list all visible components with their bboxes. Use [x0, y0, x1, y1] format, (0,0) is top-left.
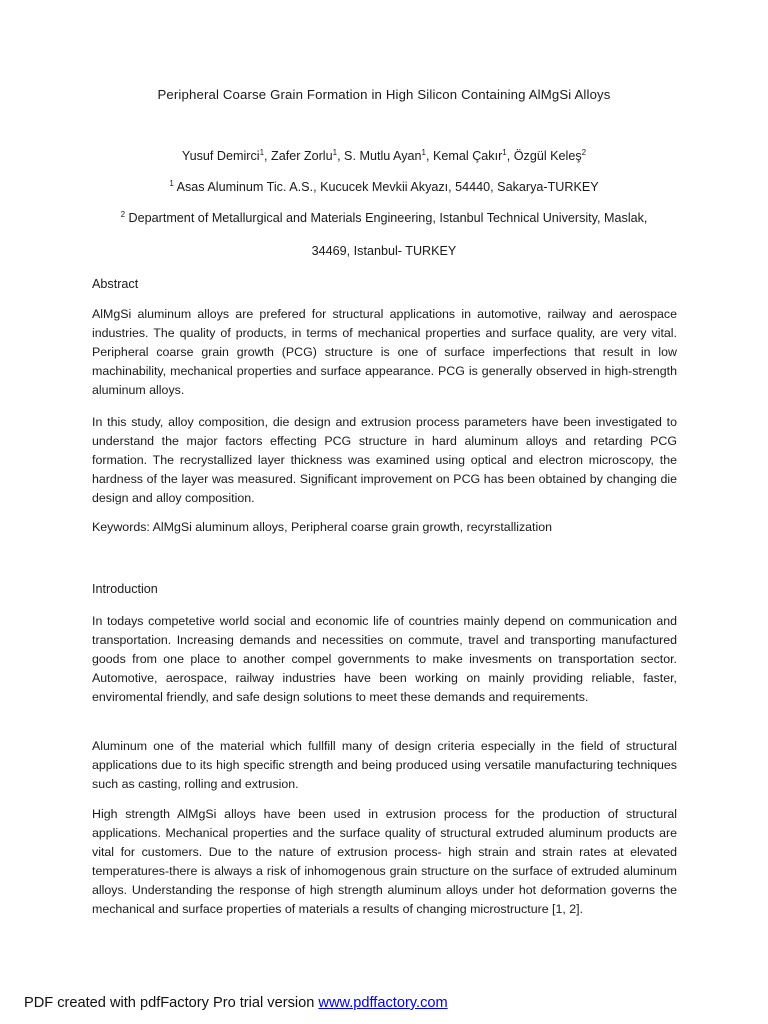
introduction-paragraph-2: Aluminum one of the material which fullfill many of design criteria especially in the field of structural applications due to its high specific strength and being produced using versatile manufacturing techniques such as casting, rolling and extrusion. — [92, 739, 677, 791]
author-affiliation-mark: 1 — [421, 148, 426, 157]
author-affiliation-mark: 1 — [259, 148, 265, 157]
author-list — [0, 149, 768, 163]
affiliation-mark: 1 — [169, 179, 174, 188]
footer-link[interactable]: www.pdffactory.com — [318, 995, 448, 1011]
author-name: , Zafer Zorlu — [264, 149, 333, 163]
author-name: , S. Mutlu Ayan — [337, 149, 422, 163]
abstract-paragraph-1: AlMgSi aluminum alloys are prefered for structural applications in automotive, railway and aerospace industries. The quality of products, in terms of mechanical properties and surface quality, are very vital. Peripheral coarse grain growth (PCG) structure is one of surface imperfections that result in low machinability, mechanical properties and surface appearance. PCG is generally observed in high-strength aluminum alloys. — [92, 307, 677, 397]
paper-title: Peripheral Coarse Grain Formation in High Silicon Containing AlMgSi Alloys — [157, 87, 611, 102]
author-affiliation-mark: 2 — [581, 148, 587, 157]
pdf-watermark-footer — [24, 995, 448, 1011]
abstract-paragraph-2: In this study, alloy composition, die design and extrusion process parameters have been investigated to understand the major factors effecting PCG structure in hard aluminum alloys and retarding PCG formation. The recrystallized layer thickness was examined using optical and electron microscopy, the hardness of the layer was measured. Significant improvement on PCG has been obtained by changing die design and alloy composition. — [92, 415, 677, 505]
affiliation-1 — [0, 180, 768, 194]
affiliation-2-continued: 34469, Istanbul- TURKEY — [311, 244, 457, 258]
footer-text: PDF created with pdfFactory Pro trial version — [24, 995, 319, 1011]
author-name: Yusuf Demirci — [181, 149, 260, 163]
affiliation-text: Department of Metallurgical and Materials Engineering, Istanbul Technical University, Maslak, — [125, 211, 648, 225]
introduction-heading: Introduction — [92, 582, 158, 596]
author-name: , Kemal Çakır — [426, 149, 503, 163]
introduction-paragraph-3: High strength AlMgSi alloys have been used in extrusion process for the production of structural applications. Mechanical properties and the surface quality of structural extruded aluminum products are vital for customers. Due to the nature of extrusion process- high strain and strain rates at elevated temperatures-there is always a risk of inhomogenous grain structure on the surface of extruded aluminum alloys. Understanding the response of high strength aluminum alloys under hot deformation governs the mechanical and surface properties of materials a results of changing microstructure [1, 2]. — [92, 807, 677, 916]
abstract-heading: Abstract — [92, 277, 139, 291]
affiliation-text: Asas Aluminum Tic. A.S., Kucucek Mevkii Akyazı, 54440, Sakarya-TURKEY — [173, 180, 599, 194]
affiliation-mark: 2 — [120, 210, 126, 219]
author-affiliation-mark: 1 — [332, 148, 338, 157]
affiliation-2 — [0, 211, 768, 225]
keywords: Keywords: AlMgSi aluminum alloys, Peripheral coarse grain growth, recyrstallization — [92, 520, 553, 534]
introduction-paragraph-1: In todays competetive world social and economic life of countries mainly depend on communication and transportation. Increasing demands and necessities on commute, travel and transporting manufactured goods from one place to another compel governments to make invesments on transportation sector. Automotive, aerospace, railway industries have been working on mainly providing reliable, faster, enviromental friendly, and safe design solutions to meet these demands and requirements. — [92, 614, 677, 704]
author-affiliation-mark: 1 — [502, 148, 507, 157]
author-name: , Özgül Keleş — [506, 149, 582, 163]
